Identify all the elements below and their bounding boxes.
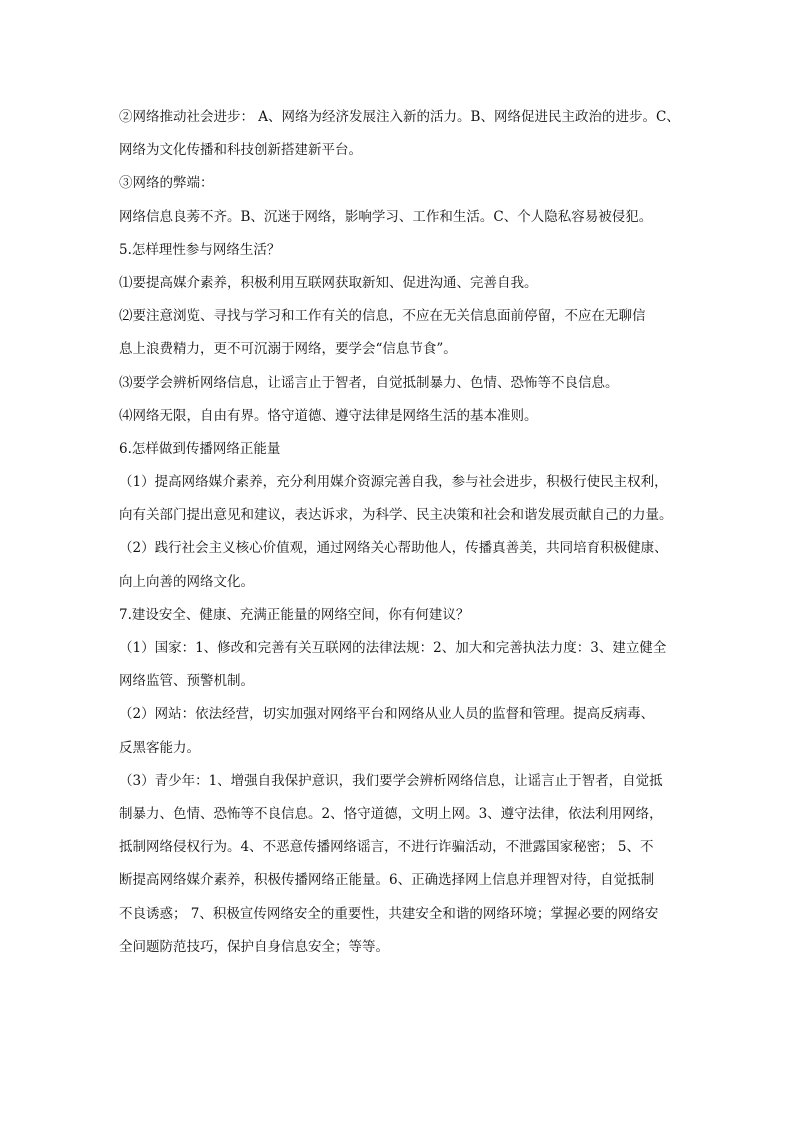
text-line: 抵制网络侵权行为。4、不恶意传播网络谣言，不进行诈骗活动，不泄露国家秘密； 5、不 [119,839,654,856]
text-line: ⑴要提高媒介素养，积极利用互联网获取新知、促进沟通、完善自我。 [119,274,538,291]
text-line: 不良诱惑； 7、积极宣传网络安全的重要性，共建安全和谐的网络环境；掌握必要的网络安 [119,905,659,922]
text-line: 反黑客能力。 [119,739,200,756]
text-line: 制暴力、色情、恐怖等不良信息。2、恪守道德，文明上网。3、遵守法律，依法利用网络， [119,805,663,822]
text-line: （3）青少年：1、增强自我保护意识，我们要学会辨析网络信息，让谣言止于智者，自觉抵 [119,772,663,789]
text-line: 网络信息良莠不齐。B、沉迷于网络，影响学习、工作和生活。C、个人隐私容易被侵犯。 [119,208,653,225]
text-line: （1）国家：1、修改和完善有关互联网的法律法规：2、加大和完善执法力度：3、建立健全 [119,640,667,656]
text-line: ⑶要学会辨析网络信息，让谣言止于智者，自觉抵制暴力、色情、恐怖等不良信息。 [119,374,619,391]
text-line: 网络监管、预警机制。 [119,673,254,690]
text-line: （2）网站：依法经营，切实加强对网络平台和网络从业人员的监督和管理。提高反病毒、 [119,706,655,723]
document-body [119,101,679,964]
text-line: ⑷网络无限，自由有界。恪守道德、遵守法律是网络生活的基本准则。 [119,407,538,424]
text-line: 断提高网络媒介素养，积极传播网络正能量。6、正确选择网上信息并理智对待，自觉抵制 [119,872,655,889]
section-heading: 6.怎样做到传播网络正能量 [119,440,281,457]
text-line: ②网络推动社会进步： A、网络为经济发展注入新的活力。B、网络促进民主政治的进步。C、 [119,109,680,125]
text-line: ⑵要注意浏览、寻找与学习和工作有关的信息，不应在无关信息面前停留，不应在无聊信 [119,308,646,325]
section-heading: 7.建设安全、健康、充满正能量的网络空间，你有何建议？ [119,606,470,623]
section-heading: 5.怎样理性参与网络生活？ [119,241,281,258]
text-line: ③网络的弊端： [119,175,214,192]
text-line: （2）践行社会主义核心价值观，通过网络关心帮助他人，传播真善美，共同培育积极健康、 [119,540,668,557]
text-line: 息上浪费精力，更不可沉溺于网络，要学会“信息节食”。 [119,341,457,358]
text-line: 全问题防范技巧，保护自身信息安全；等等。 [119,938,389,955]
text-line: 网络为文化传播和科技创新搭建新平台。 [119,142,362,159]
text-line: 向有关部门提出意见和建议，表达诉求，为科学、民主决策和社会和谐发展贡献自己的力量。 [119,507,673,524]
text-line: （1）提高网络媒介素养，充分利用媒介资源完善自我，参与社会进步，积极行使民主权利， [119,474,668,491]
text-line: 向上向善的网络文化。 [119,573,254,590]
